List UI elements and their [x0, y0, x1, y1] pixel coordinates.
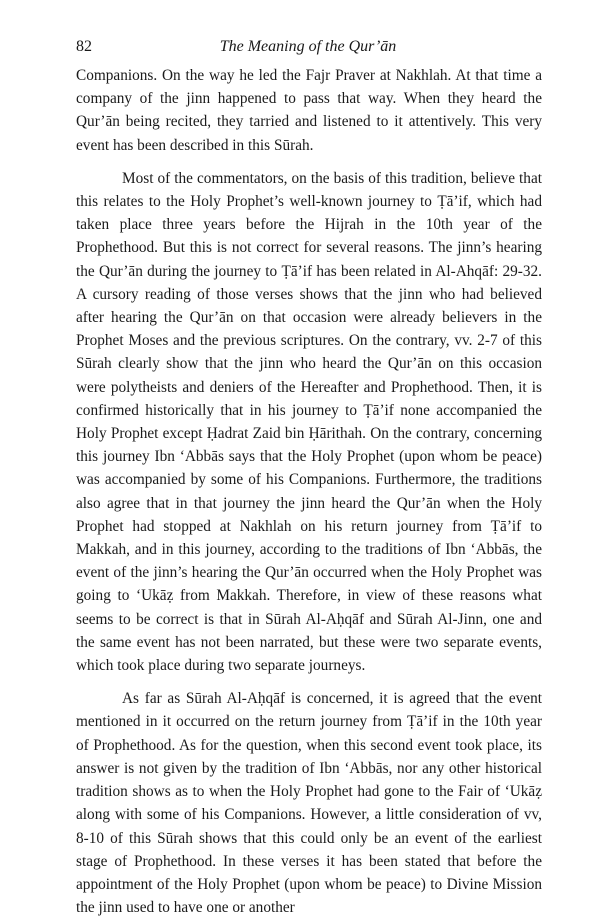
paragraph-ahqaf: As far as Sūrah Al-Aḥqāf is concerned, it is agreed that the event mentioned in it occurred on the return journey from Ṭā’if in the 10th year of Prophethood. As for the question, when this second event took place, its answer is not given by the tradition of Ibn ‘Abbās, nor any other historical tradition shows as to when the Holy Prophet had gone to the Fair of ‘Ukāẓ along with some of his Companions. However, a little consideration of vv, 8-10 of this Sūrah shows that this could only be an event of the earliest stage of Prophethood. In these verses it has been stated that before the appointment of the Holy Prophet (upon whom be peace) to Divine Mission the jinn used to have one or another	[76, 690, 542, 917]
page-header	[76, 38, 540, 62]
paragraph-continuation: Companions. On the way he led the Fajr Praver at Nakhlah. At that time a company of the jinn happened to pass that way. When they heard the Qur’ān being recited, they tarried and listened to it attentively. This very event has been described in this Sūrah.	[76, 67, 542, 154]
running-title: The Meaning of the Qur’ān	[219, 38, 397, 55]
paragraph-commentators: Most of the commentators, on the basis of this tradition, believe that this relates to the Holy Prophet’s well-known journey to Ṭā’if, which had taken place three years before the Hijrah in the 10th year of the Prophethood. But this is not correct for several reasons. The jinn’s hearing the Qur’ān during the journey to Ṭā’if has been related in Al-Ahqāf: 29-32. A cursory reading of those verses shows that the jinn who had believed after hearing the Qur’ān on that occasion were already believers in the Prophet Moses and the previous scriptures. On the contrary, vv. 2-7 of this Sūrah clearly show that the jinn who heard the Qur’ān on this occasion were polytheists and deniers of the Hereafter and Prophethood. Then, it is confirmed historically that in his journey to Ṭā’if none accompanied the Holy Prophet except Ḥadrat Zaid bin Ḥārithah. On the contrary, concerning this journey Ibn ‘Abbās says that the Holy Prophet (upon whom be peace) was accompanied by some of his Companions. Furthermore, the traditions also agree that in that journey the jinn heard the Qur’ān when the Holy Prophet had stopped at Nakhlah on his return journey from Ṭā’if to Makkah, and in this journey, according to the traditions of Ibn ‘Abbās, the event of the jinn’s hearing the Qur’ān occurred when the Holy Prophet was going to ‘Ukāẓ from Makkah. Therefore, in view of these reasons what seems to be correct is that in Sūrah Al-Aḥqāf and Sūrah Al-Jinn, one and the same event has not been narrated, but these were two separate events, which took place during two separate journeys.	[76, 169, 542, 675]
body-text	[76, 64, 542, 919]
page-number: 82	[76, 38, 92, 55]
